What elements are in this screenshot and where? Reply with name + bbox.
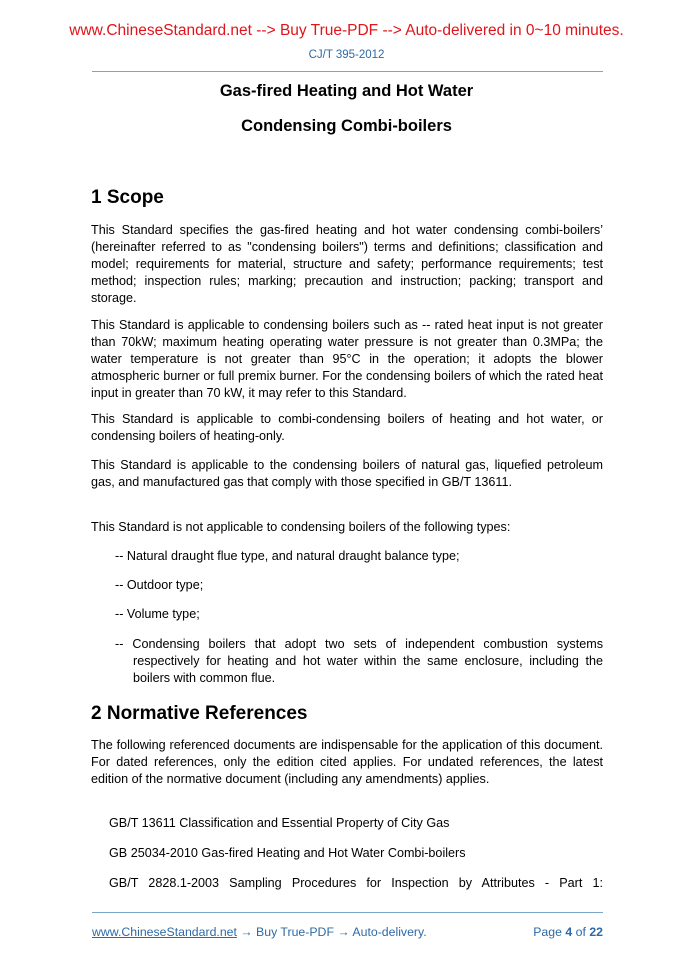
footer-site-link[interactable]: www.ChineseStandard.net [92,925,237,939]
page-of-label: of [572,925,590,939]
scope-paragraph-2: This Standard is applicable to condensing boilers such as -- rated heat input is not greater than 70kW; maximum heating operating water pressure is not greater than 0.3MPa; the water temperature is not greater than 95°C in the operation; it adopts the blower atmospheric burner or full premix burner. For the condensing boilers of which the rated heat input in greater than 70 kW, it may refer to this Standard. [91,318,603,400]
header-divider [92,71,603,72]
scope-paragraph-5: This Standard is not applicable to condensing boilers of the following types: [91,520,511,534]
footer-left [92,925,427,939]
document-title-line1: Gas-fired Heating and Hot Water [219,82,474,100]
references-intro: The following referenced documents are indispensable for the application of this document. For dated references, only the edition cited applies. For undated references, the latest edition of the normative document (including any amendments) applies. [91,738,603,786]
page-number [533,925,603,939]
reference-item: GB/T 13611 Classification and Essential Property of City Gas [109,816,450,830]
reference-item: GB/T 2828.1-2003 Sampling Procedures for Inspection by Attributes - Part 1: [109,876,603,890]
scope-paragraph-3: This Standard is applicable to combi-condensing boilers of heating and hot water, or condensing boilers of heating-only. [91,412,603,443]
reference-item: GB 25034-2010 Gas-fired Heating and Hot Water Combi-boilers [109,846,466,860]
section-heading-scope: 1 Scope [91,187,164,208]
total-pages: 22 [589,925,603,939]
footer-tagline: → Buy True-PDF → Auto-delivery. [236,925,427,939]
document-title-line2: Condensing Combi-boilers [241,117,452,135]
scope-paragraph-4: This Standard is applicable to the condensing boilers of natural gas, liquefied petroleum gas, and manufactured gas that comply with those specified in GB/T 13611. [91,458,603,489]
list-item: -- Condensing boilers that adopt two sets of independent combustion systems respectively for heating and hot water within the same enclosure, including the boilers with common flue. [115,637,603,685]
footer-divider [92,912,603,913]
list-item: -- Natural draught flue type, and natural draught balance type; [115,549,460,563]
list-item: -- Volume type; [115,607,200,621]
current-page: 4 [565,925,573,939]
document-number: CJ/T 395-2012 [308,49,385,61]
top-banner[interactable]: www.ChineseStandard.net --> Buy True-PDF --> Auto-delivered in 0~10 minutes. [69,22,624,39]
page-label: Page [533,925,566,939]
list-item: -- Outdoor type; [115,578,204,592]
section-heading-normative-references: 2 Normative References [91,703,308,724]
scope-paragraph-1: This Standard specifies the gas-fired heating and hot water condensing combi-boilers’ (hereinafter referred to as "condensing boilers") terms and definitions; classification and model; requirements for material, structure and safety; performance requirements; test method; inspection rules; marking; precaution and instruction; packing; transport and storage. [91,223,603,305]
